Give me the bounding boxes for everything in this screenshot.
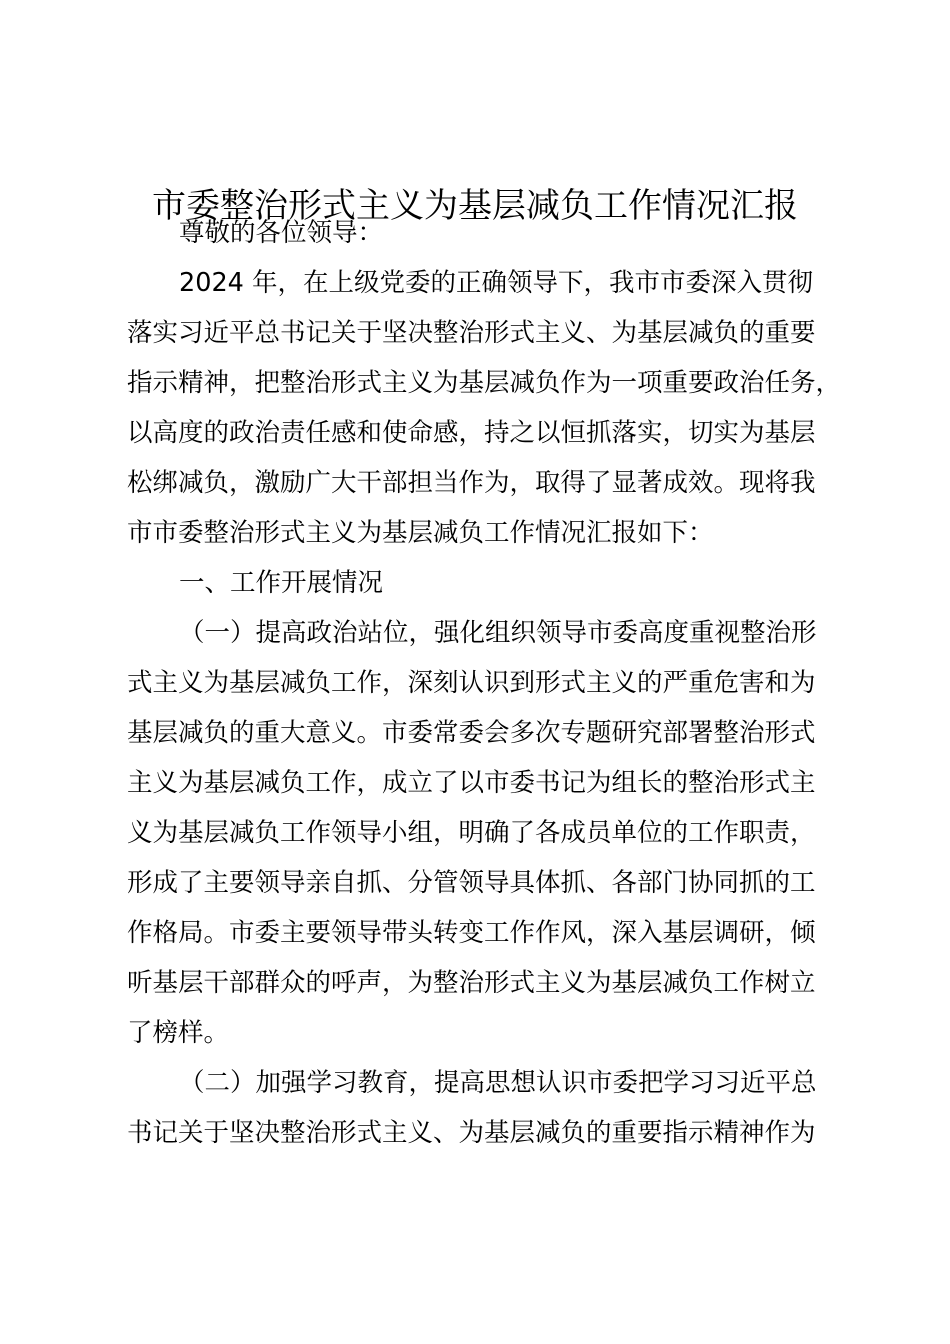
document-body bbox=[127, 208, 847, 1158]
body-line: 书记关于坚决整治形式主义、为基层减负的重要指示精神作为 bbox=[127, 1118, 816, 1148]
body-line: 主义为基层减负工作，成立了以市委书记为组长的整治形式主 bbox=[127, 768, 816, 798]
body-line: 形成了主要领导亲自抓、分管领导具体抓、各部门协同抓的工 bbox=[127, 868, 816, 898]
body-line: 指示精神，把整治形式主义为基层减负作为一项重要政治任务， bbox=[127, 368, 842, 398]
body-line: 以高度的政治责任感和使命感，持之以恒抓落实，切实为基层 bbox=[127, 418, 816, 448]
body-line: 基层减负的重大意义。市委常委会多次专题研究部署整治形式 bbox=[127, 718, 816, 748]
body-line: 听基层干部群众的呼声，为整治形式主义为基层减负工作树立 bbox=[127, 968, 816, 998]
body-line: 市市委整治形式主义为基层减负工作情况汇报如下： bbox=[127, 518, 714, 548]
subsection-heading: （一）提高政治站位，强化组织领导市委高度重视整治形 bbox=[179, 618, 817, 648]
subsection-heading: （二）加强学习教育，提高思想认识市委把学习习近平总 bbox=[179, 1068, 817, 1098]
body-line: 落实习近平总书记关于坚决整治形式主义、为基层减负的重要 bbox=[127, 318, 816, 348]
section-heading: 一、工作开展情况 bbox=[179, 568, 384, 598]
body-line: 了榜样。 bbox=[127, 1018, 230, 1048]
body-line: 2024 年，在上级党委的正确领导下，我市市委深入贯彻 bbox=[179, 268, 814, 298]
salutation: 尊敬的各位领导： bbox=[179, 218, 384, 248]
body-line: 式主义为基层减负工作，深刻认识到形式主义的严重危害和为 bbox=[127, 668, 816, 698]
document-title: 市委整治形式主义为基层减负工作情况汇报 bbox=[152, 186, 798, 226]
body-line: 松绑减负，激励广大干部担当作为，取得了显著成效。现将我 bbox=[127, 468, 816, 498]
body-line: 作格局。市委主要领导带头转变工作作风，深入基层调研，倾 bbox=[127, 918, 816, 948]
body-line: 义为基层减负工作领导小组，明确了各成员单位的工作职责， bbox=[127, 818, 816, 848]
